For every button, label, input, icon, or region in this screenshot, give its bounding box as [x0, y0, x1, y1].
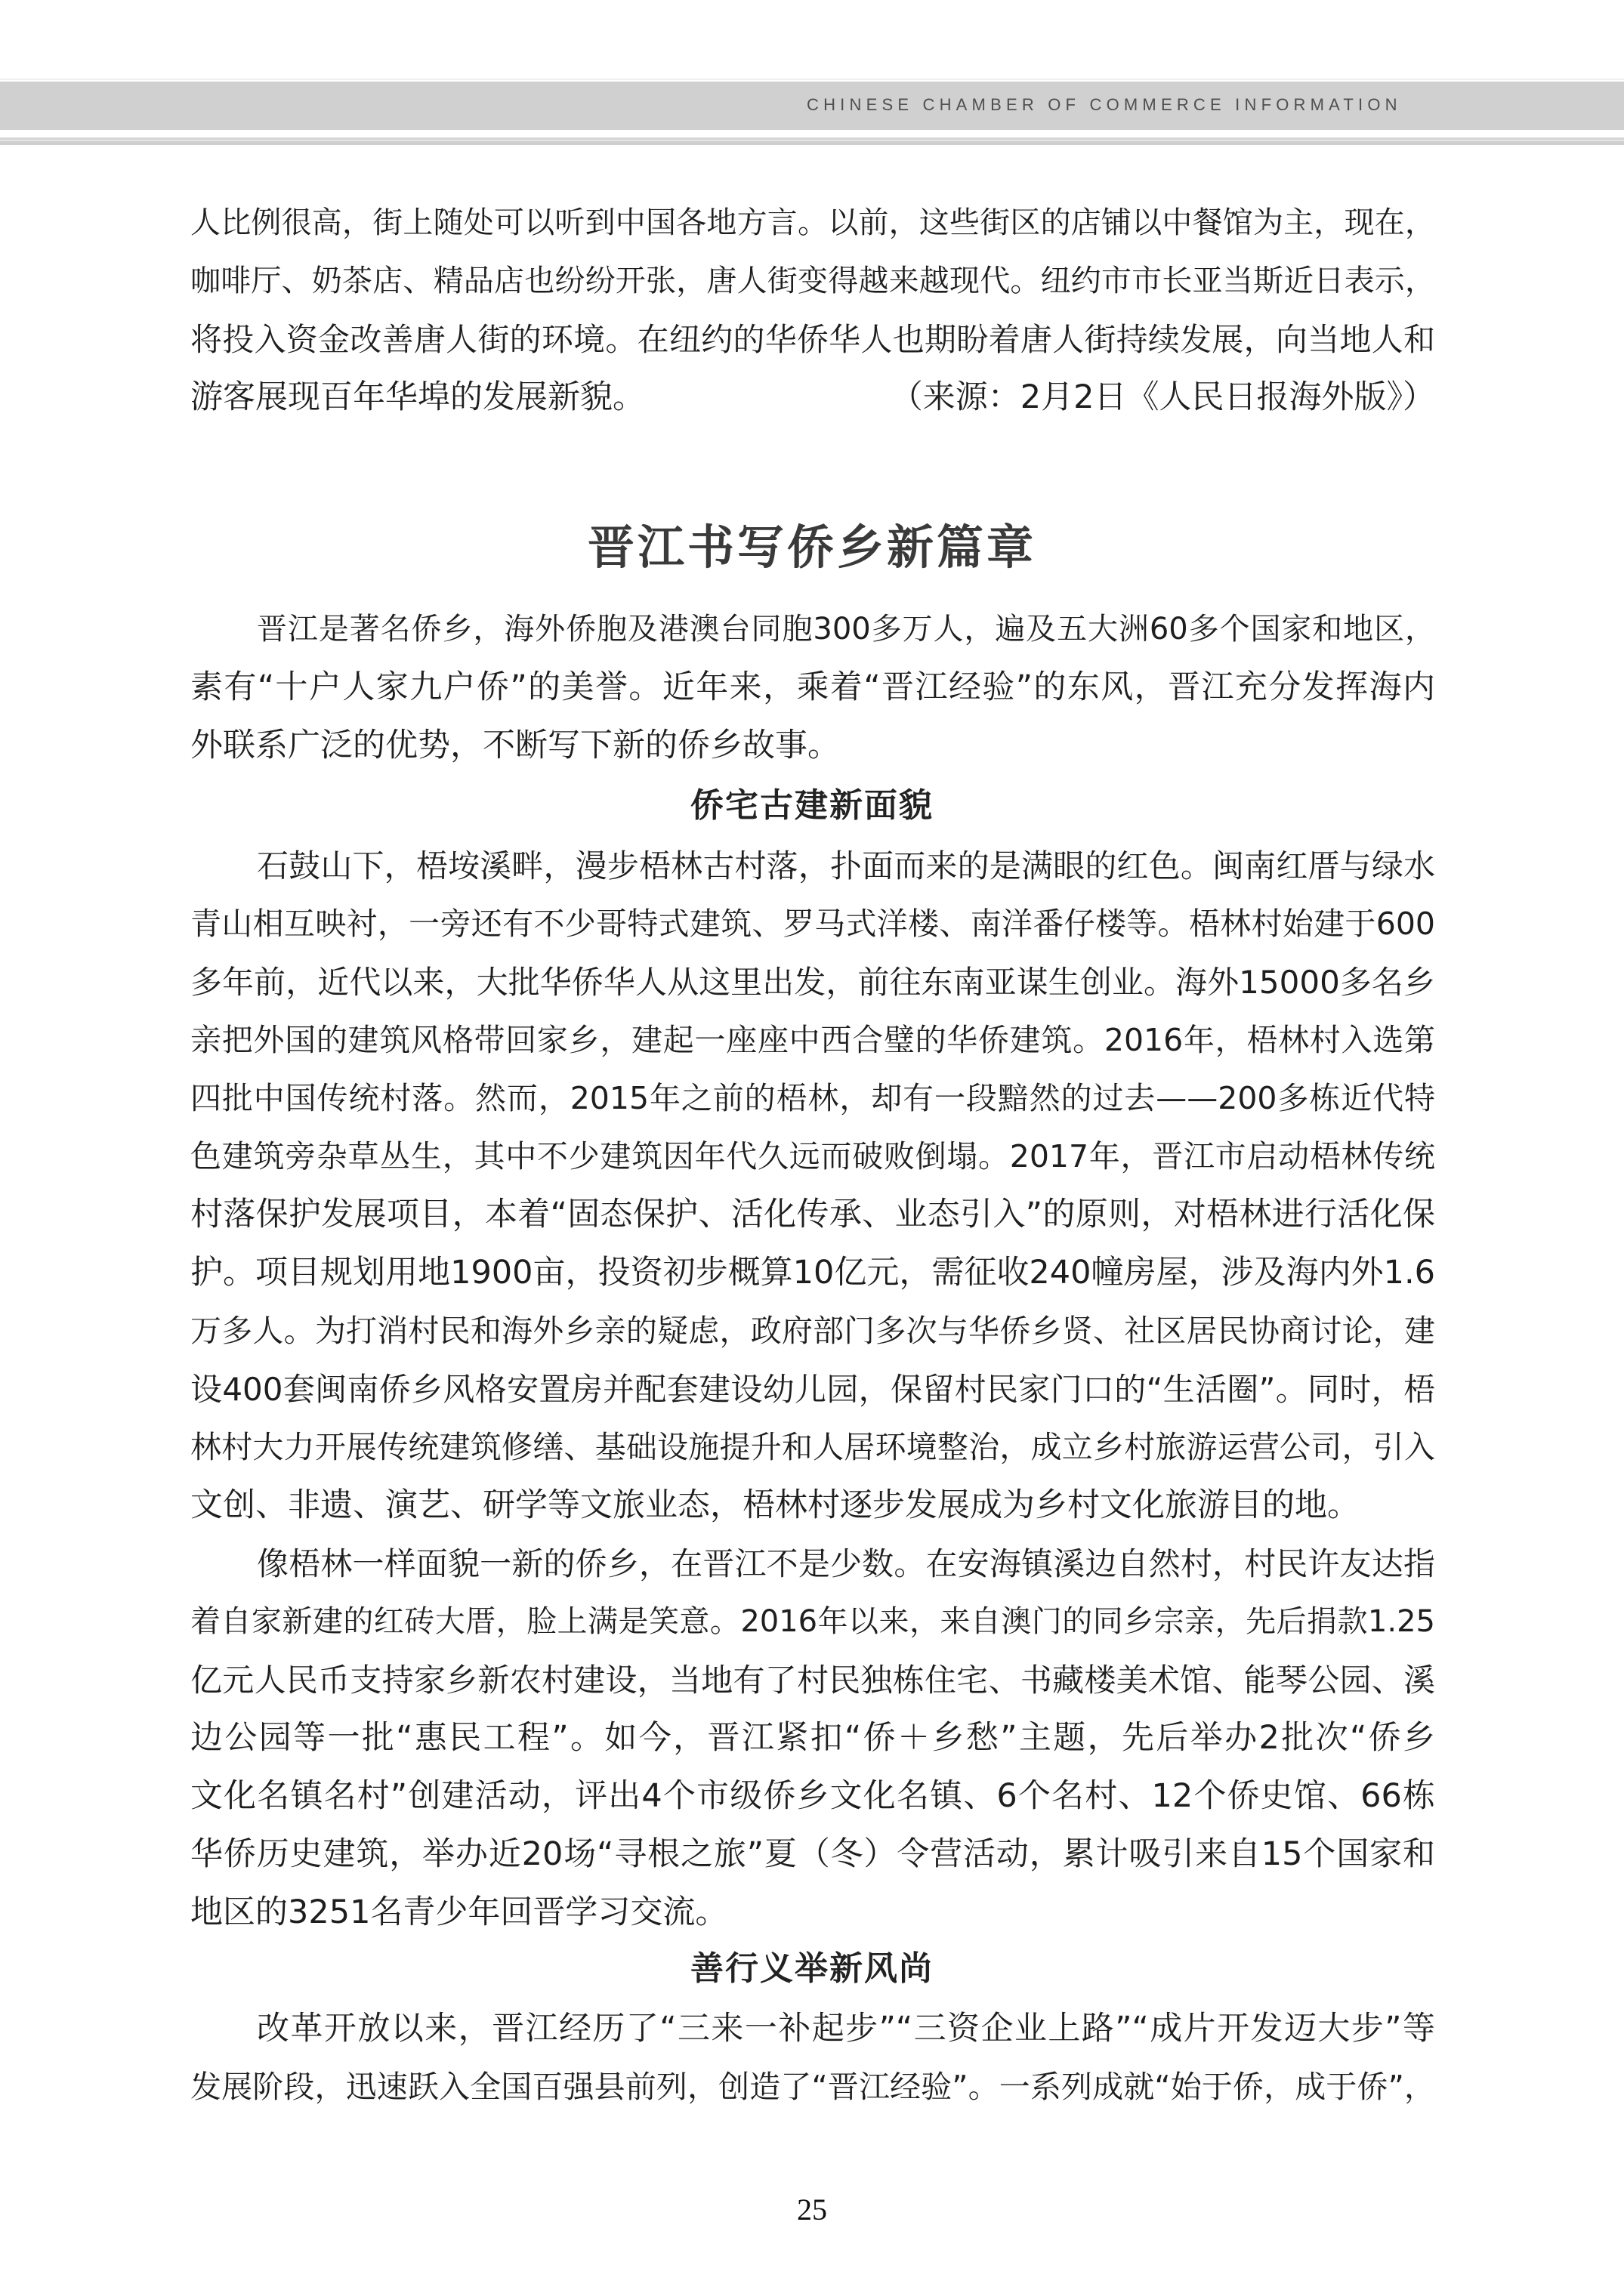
running-header-title: CHINESE CHAMBER OF COMMERCE INFORMATION — [807, 95, 1402, 114]
body-line: 四批中国传统村落。然而，2015年之前的梧林，却有一段黯然的过去——200多栋近代特 — [190, 1080, 1435, 1116]
body-line: 着自家新建的红砖大厝，脸上满是笑意。2016年以来，来自澳门的同乡宗亲，先后捐款1.25 — [190, 1604, 1435, 1639]
header-rule — [0, 137, 1624, 145]
body-line: 发展阶段，迅速跃入全国百强县前列，创造了“晋江经验”。一系列成就“始于侨，成于侨”， — [190, 2069, 1435, 2105]
page-number: 25 — [797, 2193, 827, 2227]
section-paragraph — [190, 837, 1435, 1535]
body-line: 人比例很高，街上随处可以听到中国各地方言。以前，这些街区的店铺以中餐馆为主，现在， — [190, 205, 1435, 240]
body-line: 文化名镇名村”创建活动，评出4个市级侨乡文化名镇、6个名村、12个侨史馆、66栋 — [190, 1777, 1435, 1815]
intro-paragraph — [190, 600, 1435, 775]
body-line: 华侨历史建筑，举办近20场“寻根之旅”夏（冬）令营活动，累计吸引来自15个国家和 — [190, 1835, 1435, 1873]
body-line: 咖啡厅、奶茶店、精品店也纷纷开张，唐人街变得越来越现代。纽约市市长亚当斯近日表示， — [190, 264, 1435, 298]
source-citation: （来源：2月2日《人民日报海外版》） — [890, 378, 1435, 416]
body-line: 亲把外国的建筑风格带回家乡，建起一座座中西合璧的华侨建筑。2016年，梧林村入选第 — [190, 1022, 1435, 1058]
body-line-text: 游客展现百年华埠的发展新貌。 — [190, 378, 645, 416]
body-line: 万多人。为打消村民和海外乡亲的疑虑，政府部门多次与华侨乡贤、社区居民协商讨论，建 — [190, 1313, 1435, 1349]
body-line: 晋江是著名侨乡，海外侨胞及港澳台同胞300多万人，遍及五大洲60多个国家和地区， — [257, 612, 1435, 647]
body-line: 改革开放以来，晋江经历了“三来一补起步”“三资企业上路”“成片开发迈大步”等 — [257, 2010, 1435, 2048]
body-line: 设400套闽南侨乡风格安置房并配套建设幼儿园，保留村民家门口的“生活圈”。同时，梧 — [190, 1371, 1435, 1408]
header-top-line — [0, 79, 1624, 80]
body-line: 林村大力开展传统建筑修缮、基础设施提升和人居环境整治，成立乡村旅游运营公司，引入 — [190, 1429, 1435, 1465]
body-line-with-source — [190, 369, 1435, 427]
body-line: 文创、非遗、演艺、研学等文旅业态，梧林村逐步发展成为乡村文化旅游目的地。 — [190, 1486, 1360, 1524]
body-line: 青山相互映衬，一旁还有不少哥特式建筑、罗马式洋楼、南洋番仔楼等。梧林村始建于600 — [190, 906, 1435, 942]
body-line: 色建筑旁杂草丛生，其中不少建筑因年代久远而破败倒塌。2017年，晋江市启动梧林传统 — [190, 1138, 1435, 1174]
section-paragraph — [190, 2000, 1435, 2116]
body-line: 石鼓山下，梧垵溪畔，漫步梧林古村落，扑面而来的是满眼的红色。闽南红厝与绿水 — [257, 847, 1435, 884]
section-heading: 善行义举新风尚 — [690, 1949, 934, 1988]
body-line: 亿元人民币支持家乡新农村建设，当地有了村民独栋住宅、书藏楼美术馆、能琴公园、溪 — [190, 1662, 1435, 1699]
section-paragraph — [190, 1535, 1435, 1942]
body-line: 边公园等一批“惠民工程”。如今，晋江紧扣“侨＋乡愁”主题，先后举办2批次“侨乡 — [190, 1719, 1435, 1757]
body-line: 像梧林一样面貌一新的侨乡，在晋江不是少数。在安海镇溪边自然村，村民许友达指 — [257, 1545, 1435, 1582]
body-line: 护。项目规划用地1900亩，投资初步概算10亿元，需征收240幢房屋，涉及海内外1.6 — [190, 1254, 1435, 1292]
body-line: 素有“十户人家九户侨”的美誉。近年来，乘着“晋江经验”的东风，晋江充分发挥海内 — [190, 668, 1435, 706]
article-title: 晋江书写侨乡新篇章 — [587, 520, 1036, 575]
body-line: 地区的3251名青少年回晋学习交流。 — [190, 1893, 728, 1931]
body-line: 村落保护发展项目，本着“固态保护、活化传承、业态引入”的原则，对梧林进行活化保 — [190, 1196, 1435, 1233]
body-line: 多年前，近代以来，大批华侨华人从这里出发，前往东南亚谋生创业。海外15000多名乡 — [190, 964, 1435, 1001]
previous-article-tail — [190, 194, 1435, 427]
body-line: 将投入资金改善唐人街的环境。在纽约的华侨华人也期盼着唐人街持续发展，向当地人和 — [190, 321, 1435, 358]
body-line: 外联系广泛的优势，不断写下新的侨乡故事。 — [190, 727, 840, 764]
section-heading: 侨宅古建新面貌 — [690, 786, 934, 825]
